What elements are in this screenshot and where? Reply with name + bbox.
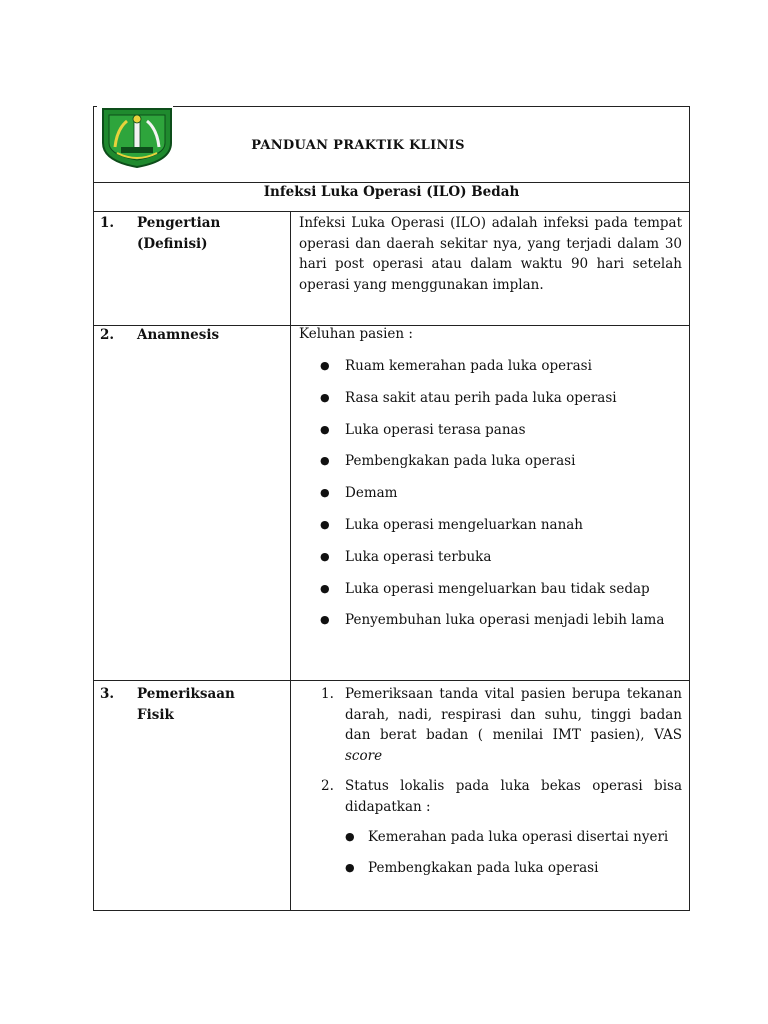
- list-item: ● Luka operasi mengeluarkan nanah: [320, 516, 584, 533]
- regional-emblem-logo: [99, 103, 175, 169]
- list-item: ● Rasa sakit atau perih pada luka operasi: [320, 389, 617, 406]
- row-divider-2: [93, 680, 690, 681]
- list-item: ● Luka operasi terbuka: [320, 548, 492, 565]
- local-status-list: [345, 827, 682, 878]
- anamnesis-intro: Keluhan pasien :: [299, 326, 413, 342]
- list-item: 1. Pemeriksaan tanda vital pasien berupa tekanan darah, nadi, respirasi dan suhu, tinggi badan dan berat badan ( menilai IMT pasien), VAS score: [321, 686, 682, 764]
- list-item: ● Luka operasi mengeluarkan bau tidak sedap: [320, 580, 650, 597]
- column-divider: [290, 211, 291, 911]
- list-item: ● Pembengkakan pada luka operasi: [345, 859, 599, 876]
- list-item: 2. Status lokalis pada luka bekas operasi bisa didapatkan : ● Kemerahan pada luka operasi disertai nyeri ● Pembengkakan pada luka operasi: [299, 776, 682, 878]
- symptom-list: [299, 356, 682, 642]
- list-item: ● Demam: [320, 485, 398, 502]
- page-title: PANDUAN PRAKTIK KLINIS: [251, 138, 465, 153]
- list-item: ● Ruam kemerahan pada luka operasi: [320, 358, 592, 374]
- section-number: 3.: [100, 686, 115, 702]
- section-label: Anamnesis: [137, 327, 220, 343]
- list-item: ● Pembengkakan pada luka operasi: [320, 453, 576, 470]
- examination-list: [299, 684, 682, 888]
- list-item: ● Kemerahan pada luka operasi disertai nyeri: [345, 829, 669, 845]
- section-number: 1.: [100, 215, 115, 231]
- header-divider: [93, 182, 690, 183]
- list-item: ● Luka operasi terasa panas: [320, 421, 526, 438]
- definition-text: Infeksi Luka Operasi (ILO) adalah infeksi pada tempat operasi dan daerah sekitar nya, yang terjadi dalam 30 hari post operasi atau dalam waktu 90 hari setelah operasi yang menggunakan implan.: [299, 215, 682, 293]
- list-item: ● Penyembuhan luka operasi menjadi lebih lama: [320, 612, 665, 629]
- section-number: 2.: [100, 327, 115, 343]
- section-label: Pengertian (Definisi): [137, 215, 221, 252]
- section-label: Pemeriksaan Fisik: [137, 686, 235, 723]
- subtitle-divider: [93, 211, 690, 212]
- document-subtitle: Infeksi Luka Operasi (ILO) Bedah: [263, 184, 520, 200]
